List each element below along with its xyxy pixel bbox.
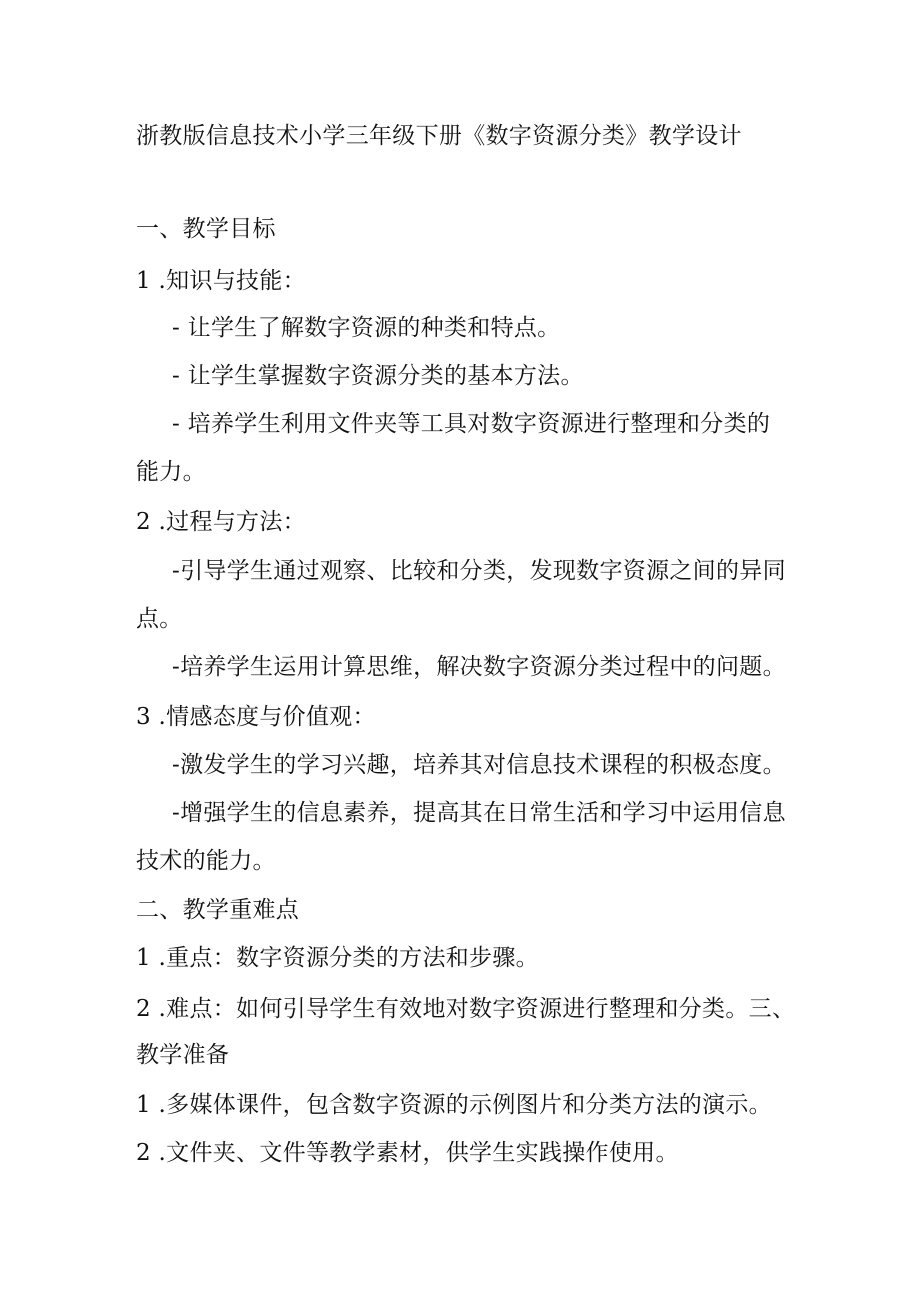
bullet-line-continuation: 技术的能力。 bbox=[136, 848, 276, 874]
section-heading-preparation: 教学准备 bbox=[136, 1042, 230, 1068]
section-heading-objectives: 一、教学目标 bbox=[136, 216, 276, 242]
list-item-key-point: 1 .重点：数字资源分类的方法和步骤。 bbox=[136, 945, 539, 971]
subheading-process-methods: 2 .过程与方法： bbox=[136, 509, 306, 535]
list-item-difficult-point: 2 .难点：如何引导学生有效地对数字资源进行整理和分类。三、 bbox=[136, 996, 796, 1022]
subheading-knowledge-skills: 1 .知识与技能： bbox=[136, 268, 306, 294]
bullet-line: -培养学生运用计算思维，解决数字资源分类过程中的问题。 bbox=[172, 654, 786, 680]
bullet-line-continuation: 能力。 bbox=[136, 459, 206, 485]
bullet-line: - 让学生了解数字资源的种类和特点。 bbox=[172, 315, 561, 341]
list-item-preparation: 1 .多媒体课件，包含数字资源的示例图片和分类方法的演示。 bbox=[136, 1092, 772, 1118]
subheading-attitudes-values: 3 .情感态度与价值观： bbox=[136, 704, 376, 730]
list-item-preparation: 2 .文件夹、文件等教学素材，供学生实践操作使用。 bbox=[136, 1140, 679, 1166]
bullet-line: - 让学生掌握数字资源分类的基本方法。 bbox=[172, 363, 584, 389]
bullet-line: -激发学生的学习兴趣，培养其对信息技术课程的积极态度。 bbox=[172, 752, 786, 778]
document-title: 浙教版信息技术小学三年级下册《数字资源分类》教学设计 bbox=[136, 123, 742, 149]
bullet-line-continuation: 点。 bbox=[136, 606, 183, 632]
bullet-line: - 培养学生利用文件夹等工具对数字资源进行整理和分类的 bbox=[172, 411, 771, 437]
section-heading-key-points: 二、教学重难点 bbox=[136, 897, 300, 923]
bullet-line: -增强学生的信息素养，提高其在日常生活和学习中运用信息 bbox=[172, 800, 786, 826]
bullet-line: -引导学生通过观察、比较和分类，发现数字资源之间的异同 bbox=[172, 558, 786, 584]
